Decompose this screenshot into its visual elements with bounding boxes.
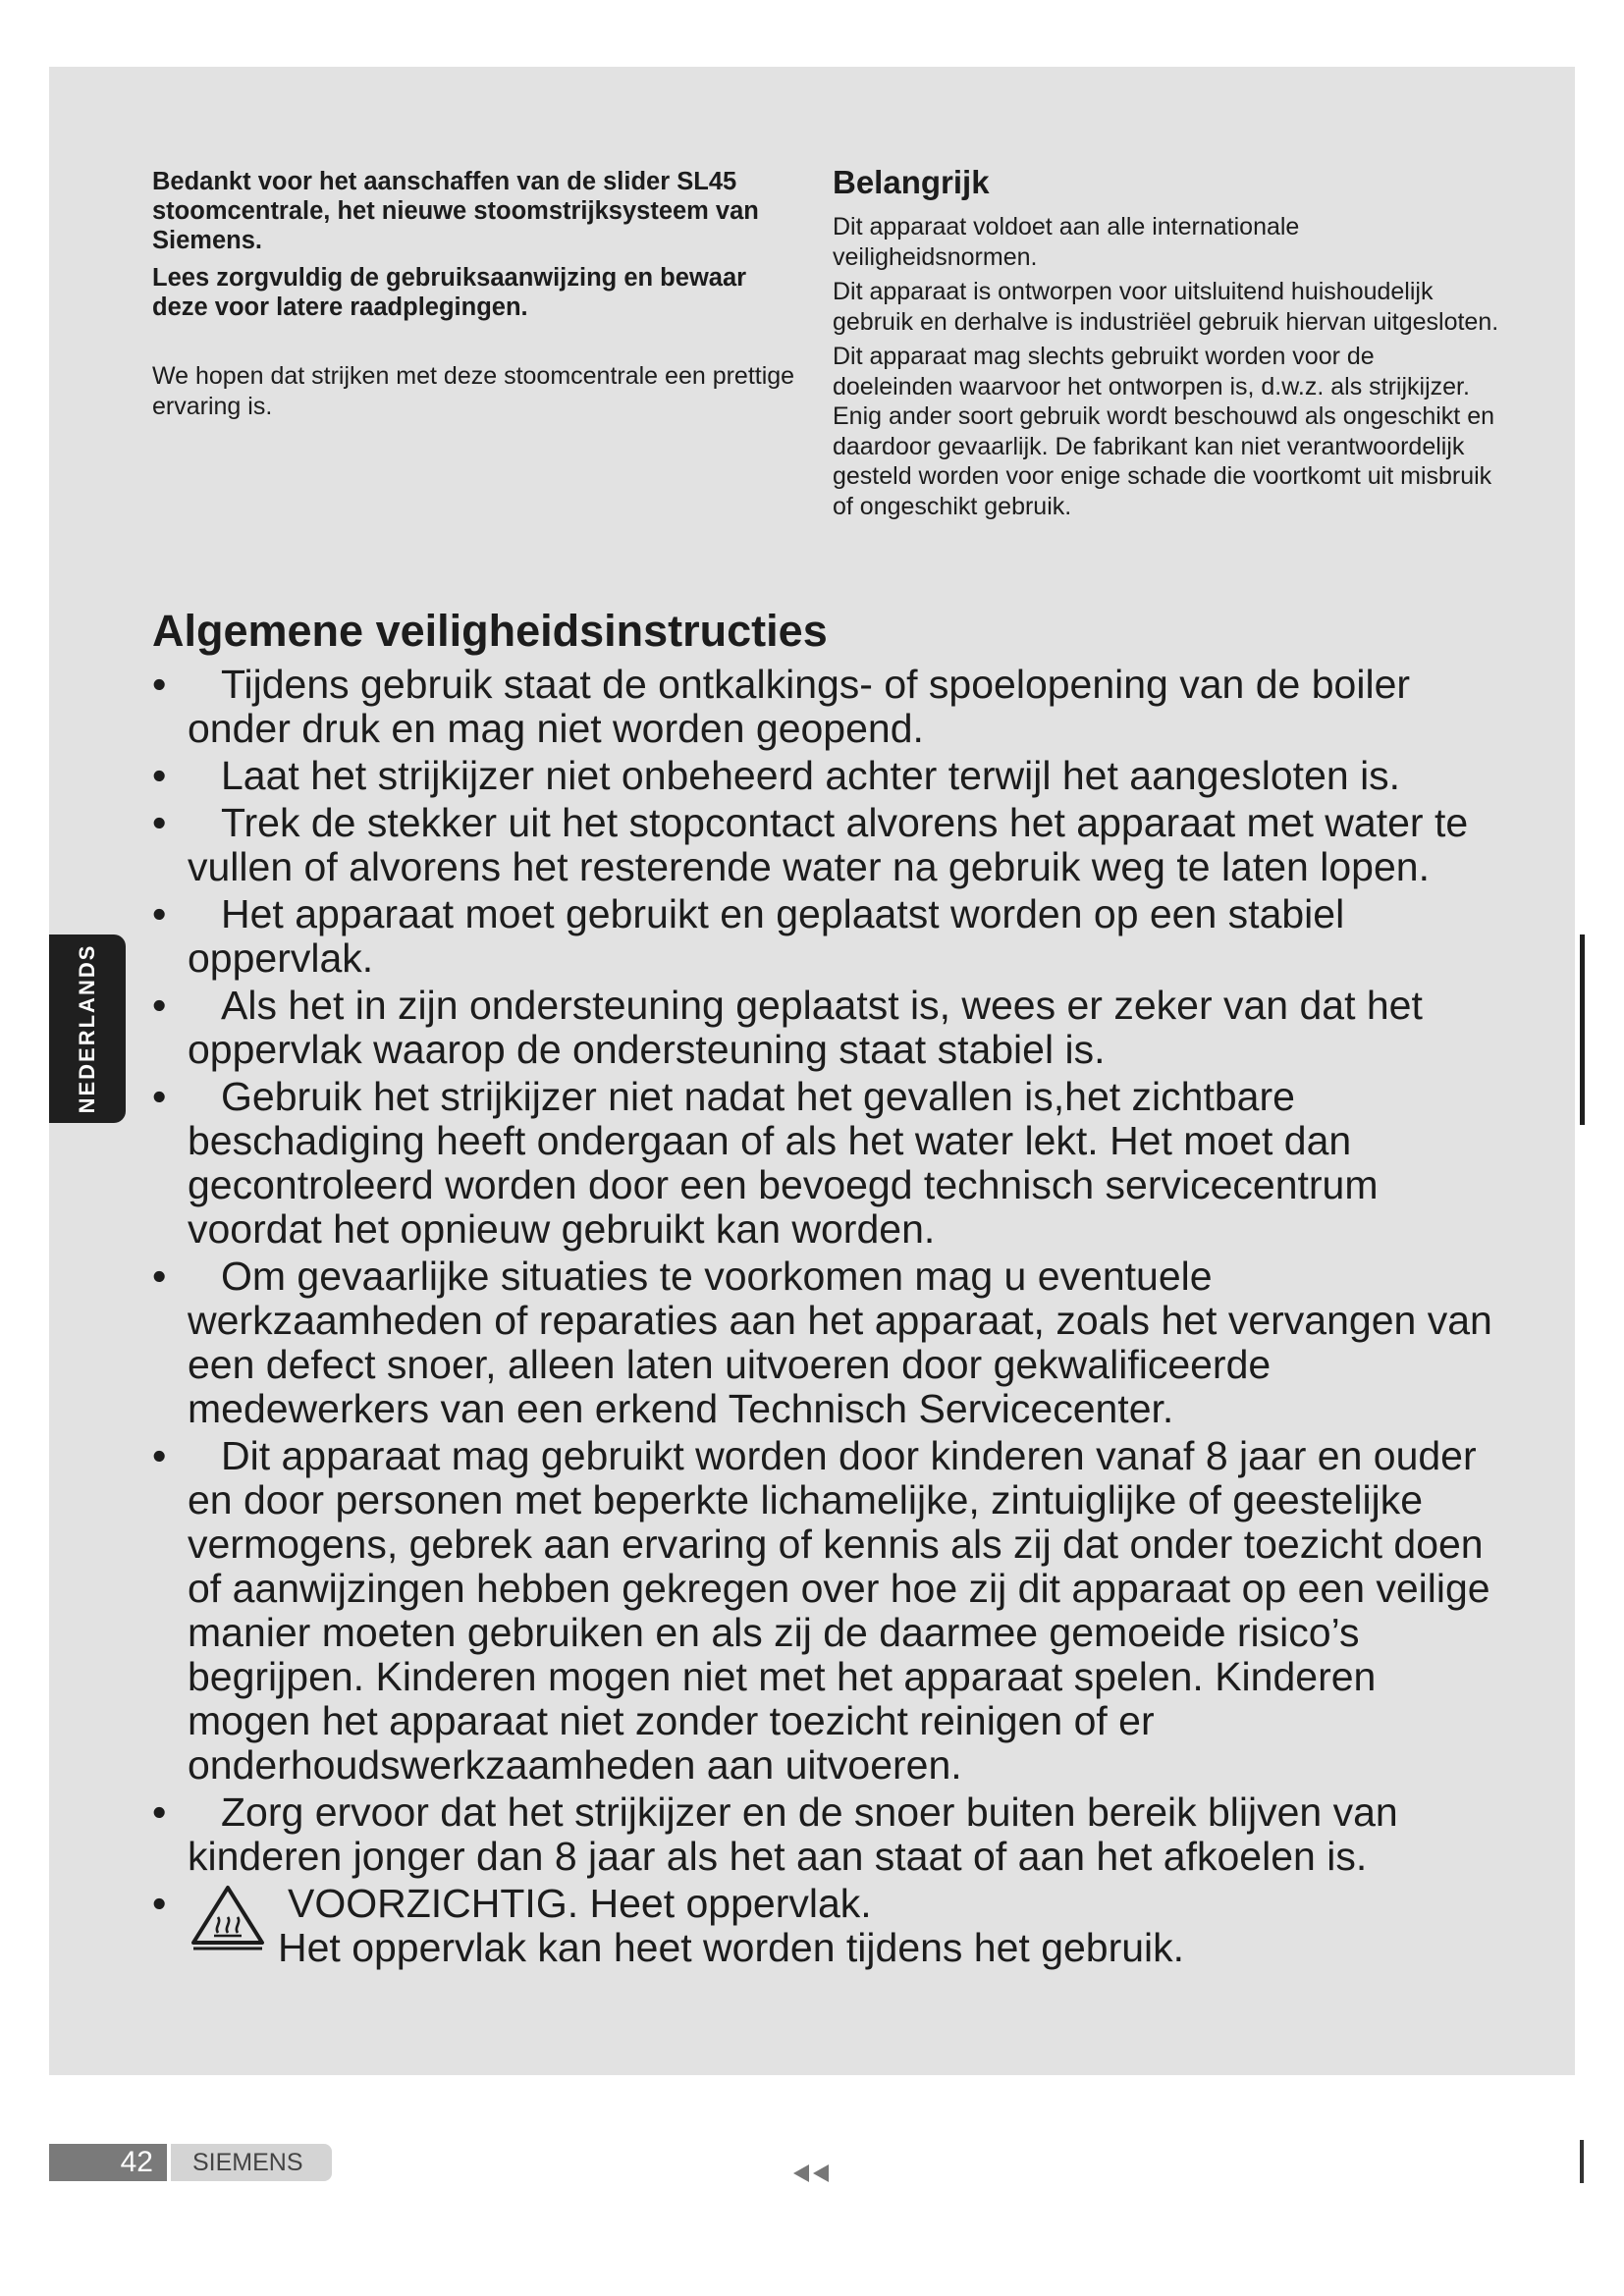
bullet: • xyxy=(152,891,167,936)
hot-surface-warning xyxy=(152,1882,1507,1970)
safety-item: • Het apparaat moet gebruikt en geplaatst worden op een stabiel oppervlak. xyxy=(152,891,1345,981)
language-tab xyxy=(49,934,126,1123)
safety-item: • Om gevaarlijke situaties te voorkomen mag u eventuele werkzaamheden of reparaties aan het apparaat, zoals het vervangen van een defect snoer, alleen laten uitvoeren door gekwalificeerde medewerkers van een erkend Technisch Servicecenter. xyxy=(152,1254,1492,1431)
important-paragraph: Dit apparaat mag slechts gebruikt worden voor de doeleinden waarvoor het ontworpen is, d.w.z. als strijkijzer. Enig ander soort gebruik wordt beschouwd als ongeschikt en daardoor gevaarlijk. De fabrikant kan niet verantwoordelijk gesteld worden voor enige schade die voortkomt uit misbruik of ongeschikt gebruik. xyxy=(833,343,1495,520)
safety-item: • Dit apparaat mag gebruikt worden door kinderen vanaf 8 jaar en ouder en door personen met beperkte lichamelijke, zintuiglijke of geestelijke vermogens, gebrek aan ervaring of kennis als zij dat onder toezicht doen of aanwijzingen hebben gekregen over hoe zij dit apparaat op een veilige manier moeten gebruiken en als zij de daarmee gemoeide risico’s begrijpen. Kinderen mogen niet met het apparaat spelen. Kinderen mogen het apparaat niet zonder toezicht reinigen of er onderhoudswerkzaamheden aan uitvoeren. xyxy=(152,1433,1490,1788)
safety-list xyxy=(152,663,1507,1970)
footer-marker xyxy=(1580,2140,1584,2183)
bullet: • xyxy=(152,1074,167,1119)
previous-page-icon[interactable] xyxy=(791,2163,833,2183)
page-number: 42 xyxy=(49,2144,167,2181)
safety-section xyxy=(152,604,1507,1973)
language-label: NEDERLANDS xyxy=(75,943,99,1114)
intro-section xyxy=(152,167,795,422)
important-section xyxy=(833,165,1500,526)
safety-item: • Trek de stekker uit het stopcontact alvorens het apparaat met water te vullen of alvorens het resterende water na gebruik weg te laten lopen. xyxy=(152,800,1469,889)
bullet: • xyxy=(152,1254,167,1299)
bullet: • xyxy=(152,662,167,707)
warning-caution: VOORZICHTIG. Heet oppervlak. xyxy=(288,1881,872,1926)
safety-item: • Tijdens gebruik staat de ontkalkings- of spoelopening van de boiler onder druk en mag niet worden geopend. xyxy=(152,662,1411,751)
bullet: • xyxy=(152,983,167,1028)
safety-item: • Laat het strijkijzer niet onbeheerd achter terwijl het aangesloten is. xyxy=(152,753,1401,798)
important-paragraph: Dit apparaat is ontworpen voor uitsluitend huishoudelijk gebruik en derhalve is industriëel gebruik hiervan uitgesloten. xyxy=(833,278,1499,336)
bullet: • xyxy=(152,1433,167,1478)
safety-title: Algemene veiligheidsinstructies xyxy=(152,606,828,656)
bullet: • xyxy=(152,1789,167,1835)
bullet: • xyxy=(152,1881,167,1926)
section-marker xyxy=(1580,934,1585,1125)
bullet: • xyxy=(152,800,167,845)
safety-item: • Als het in zijn ondersteuning geplaatst is, wees er zeker van dat het oppervlak waarop de ondersteuning staat stabiel is. xyxy=(152,983,1423,1072)
important-title: Belangrijk xyxy=(833,164,990,200)
intro-thanks: Bedankt voor het aanschaffen van de slider SL45 stoomcentrale, het nieuwe stoomstrijksysteem van Siemens. xyxy=(152,168,759,254)
intro-wish: We hopen dat strijken met deze stoomcentrale een prettige ervaring is. xyxy=(152,362,795,420)
intro-read-instructions: Lees zorgvuldig de gebruiksaanwijzing en bewaar deze voor latere raadplegingen. xyxy=(152,264,747,321)
bullet: • xyxy=(152,753,167,798)
brand-label: SIEMENS xyxy=(171,2144,332,2181)
safety-item: • Gebruik het strijkijzer niet nadat het gevallen is,het zichtbare beschadiging heeft ondergaan of als het water lekt. Het moet dan gecontroleerd worden door een bevoegd technisch servicecentrum voordat het opnieuw gebruikt kan worden. xyxy=(152,1074,1379,1252)
warning-description: Het oppervlak kan heet worden tijdens het gebruik. xyxy=(278,1925,1185,1970)
safety-item: • Zorg ervoor dat het strijkijzer en de snoer buiten bereik blijven van kinderen jonger dan 8 jaar als het aan staat of aan het afkoelen is. xyxy=(152,1789,1398,1879)
important-paragraph: Dit apparaat voldoet aan alle internationale veiligheidsnormen. xyxy=(833,213,1300,271)
hot-surface-warning-icon xyxy=(188,1882,268,1950)
